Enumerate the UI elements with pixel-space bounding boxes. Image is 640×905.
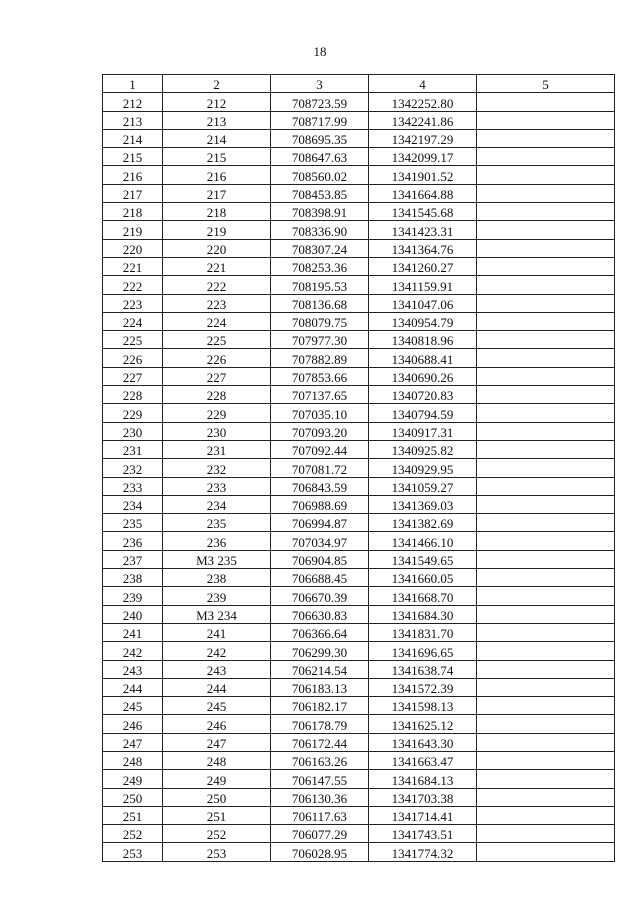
table-row: [103, 514, 615, 532]
table-cell: 213: [103, 111, 163, 129]
table-cell: [477, 605, 615, 623]
table-cell: 1340929.95: [369, 459, 477, 477]
table-cell: 1341643.30: [369, 733, 477, 751]
table-cell: 706904.85: [271, 550, 369, 568]
table-cell: 1340818.96: [369, 331, 477, 349]
table-cell: 708695.35: [271, 129, 369, 147]
table-cell: [477, 660, 615, 678]
table-cell: 219: [163, 221, 271, 239]
table-cell: 227: [163, 367, 271, 385]
table-cell: 1342197.29: [369, 129, 477, 147]
table-cell: 244: [103, 678, 163, 696]
table-row: [103, 111, 615, 129]
table-cell: [477, 532, 615, 550]
table-cell: 706214.54: [271, 660, 369, 678]
table-cell: 217: [103, 184, 163, 202]
table-cell: 1341696.65: [369, 642, 477, 660]
table-row: [103, 129, 615, 147]
table-cell: 243: [103, 660, 163, 678]
table-cell: 229: [103, 404, 163, 422]
table-cell: 706028.95: [271, 843, 369, 861]
table-cell: 706630.83: [271, 605, 369, 623]
table-cell: 708195.53: [271, 276, 369, 294]
table-cell: 1340794.59: [369, 404, 477, 422]
table-row: [103, 203, 615, 221]
table-cell: 234: [103, 495, 163, 513]
table-cell: [477, 349, 615, 367]
table-row: [103, 825, 615, 843]
table-cell: 212: [163, 93, 271, 111]
table-cell: [477, 697, 615, 715]
table-cell: [477, 331, 615, 349]
table-row: [103, 276, 615, 294]
table-cell: [477, 825, 615, 843]
table-cell: 1341714.41: [369, 806, 477, 824]
table-row: [103, 806, 615, 824]
table-cell: 239: [103, 587, 163, 605]
table-cell: 707882.89: [271, 349, 369, 367]
table-cell: [477, 440, 615, 458]
table-cell: 253: [103, 843, 163, 861]
table-cell: 226: [103, 349, 163, 367]
table-cell: 708647.63: [271, 148, 369, 166]
table-row: [103, 184, 615, 202]
table-cell: 1341159.91: [369, 276, 477, 294]
table-cell: 707092.44: [271, 440, 369, 458]
table-cell: 230: [163, 422, 271, 440]
table-cell: 1341831.70: [369, 623, 477, 641]
table-body: [103, 75, 615, 862]
table-cell: 1340720.83: [369, 386, 477, 404]
table-row: [103, 459, 615, 477]
table-cell: [477, 843, 615, 861]
table-cell: 706988.69: [271, 495, 369, 513]
table-cell: 706077.29: [271, 825, 369, 843]
table-cell: 708453.85: [271, 184, 369, 202]
table-cell: 1341668.70: [369, 587, 477, 605]
table-cell: 706670.39: [271, 587, 369, 605]
table-cell: 1341549.65: [369, 550, 477, 568]
table-row: [103, 715, 615, 733]
table-cell: 1341423.31: [369, 221, 477, 239]
table-cell: [477, 678, 615, 696]
table-cell: [477, 93, 615, 111]
table-cell: 1340954.79: [369, 312, 477, 330]
table-cell: МЗ 235: [163, 550, 271, 568]
table-cell: 250: [103, 788, 163, 806]
table-cell: 223: [163, 294, 271, 312]
table-cell: [477, 203, 615, 221]
table-cell: 216: [103, 166, 163, 184]
table-cell: 214: [163, 129, 271, 147]
table-cell: 239: [163, 587, 271, 605]
table-cell: 707093.20: [271, 422, 369, 440]
table-cell: 1341598.13: [369, 697, 477, 715]
table-cell: 707081.72: [271, 459, 369, 477]
table-cell: 237: [103, 550, 163, 568]
table-cell: 706178.79: [271, 715, 369, 733]
table-cell: 253: [163, 843, 271, 861]
table-cell: 245: [163, 697, 271, 715]
table-cell: [477, 587, 615, 605]
table-cell: 706182.17: [271, 697, 369, 715]
table-cell: 1342099.17: [369, 148, 477, 166]
table-cell: [477, 733, 615, 751]
table-cell: 707853.66: [271, 367, 369, 385]
table-cell: 248: [163, 751, 271, 769]
table-cell: 707137.65: [271, 386, 369, 404]
table-cell: [477, 770, 615, 788]
table-cell: 706172.44: [271, 733, 369, 751]
table-cell: 1342241.86: [369, 111, 477, 129]
table-cell: 706117.63: [271, 806, 369, 824]
table-row: [103, 550, 615, 568]
table-cell: 235: [103, 514, 163, 532]
table-cell: 706163.26: [271, 751, 369, 769]
table-cell: 224: [163, 312, 271, 330]
table-cell: 216: [163, 166, 271, 184]
table-cell: 246: [163, 715, 271, 733]
table-row: [103, 642, 615, 660]
table-cell: 242: [103, 642, 163, 660]
table-cell: 236: [163, 532, 271, 550]
table-cell: 1341703.38: [369, 788, 477, 806]
table-cell: [477, 129, 615, 147]
table-cell: 707035.10: [271, 404, 369, 422]
table-cell: 1341625.12: [369, 715, 477, 733]
table-cell: 706688.45: [271, 569, 369, 587]
coordinates-table: [102, 74, 615, 862]
table-cell: 233: [163, 477, 271, 495]
table-cell: [477, 477, 615, 495]
table-cell: [477, 623, 615, 641]
table-row: [103, 349, 615, 367]
table-cell: 238: [103, 569, 163, 587]
table-cell: 706147.55: [271, 770, 369, 788]
table-cell: 249: [163, 770, 271, 788]
table-row: [103, 221, 615, 239]
table-cell: 706366.64: [271, 623, 369, 641]
table-cell: 1340688.41: [369, 349, 477, 367]
table-cell: [477, 312, 615, 330]
table-cell: 706843.59: [271, 477, 369, 495]
table-row: [103, 166, 615, 184]
table-cell: 706299.30: [271, 642, 369, 660]
table-row: [103, 532, 615, 550]
table-row: [103, 422, 615, 440]
table-cell: 233: [103, 477, 163, 495]
table-cell: [477, 257, 615, 275]
table-cell: 1341059.27: [369, 477, 477, 495]
table-cell: 241: [163, 623, 271, 641]
table-row: [103, 294, 615, 312]
table-row: [103, 148, 615, 166]
table-row: [103, 623, 615, 641]
table-cell: 213: [163, 111, 271, 129]
table-cell: [477, 184, 615, 202]
table-cell: [477, 459, 615, 477]
table-cell: [477, 550, 615, 568]
table-cell: 1340690.26: [369, 367, 477, 385]
header-cell: 1: [103, 75, 163, 93]
table-cell: 1342252.80: [369, 93, 477, 111]
table-cell: [477, 221, 615, 239]
table-cell: 231: [163, 440, 271, 458]
table-cell: 1341572.39: [369, 678, 477, 696]
table-row: [103, 477, 615, 495]
table-cell: [477, 569, 615, 587]
table-cell: 1341466.10: [369, 532, 477, 550]
table-cell: 235: [163, 514, 271, 532]
table-cell: [477, 715, 615, 733]
table-cell: 218: [103, 203, 163, 221]
table-cell: 248: [103, 751, 163, 769]
table-cell: 708560.02: [271, 166, 369, 184]
table-cell: 232: [163, 459, 271, 477]
table-row: [103, 770, 615, 788]
table-row: [103, 331, 615, 349]
table-cell: 1341774.32: [369, 843, 477, 861]
table-cell: 228: [163, 386, 271, 404]
table-cell: 219: [103, 221, 163, 239]
table-cell: 708717.99: [271, 111, 369, 129]
table-cell: 215: [163, 148, 271, 166]
table-cell: [477, 422, 615, 440]
table-cell: 1341047.06: [369, 294, 477, 312]
table-cell: 708336.90: [271, 221, 369, 239]
table-cell: 252: [103, 825, 163, 843]
table-cell: 225: [103, 331, 163, 349]
table-row: [103, 367, 615, 385]
table-cell: 240: [103, 605, 163, 623]
table-cell: 708723.59: [271, 93, 369, 111]
table-row: [103, 404, 615, 422]
table-cell: 236: [103, 532, 163, 550]
table-cell: 244: [163, 678, 271, 696]
table-row: [103, 440, 615, 458]
table-cell: 220: [103, 239, 163, 257]
table-row: [103, 660, 615, 678]
table-cell: [477, 276, 615, 294]
header-cell: 2: [163, 75, 271, 93]
table-row: [103, 605, 615, 623]
header-cell: 5: [477, 75, 615, 93]
table-cell: 242: [163, 642, 271, 660]
table-cell: 234: [163, 495, 271, 513]
table-row: [103, 312, 615, 330]
table-cell: 232: [103, 459, 163, 477]
table-cell: 227: [103, 367, 163, 385]
table-row: [103, 733, 615, 751]
table-cell: МЗ 234: [163, 605, 271, 623]
table-cell: 230: [103, 422, 163, 440]
header-cell: 4: [369, 75, 477, 93]
table-cell: 1341369.03: [369, 495, 477, 513]
table-cell: 1341684.13: [369, 770, 477, 788]
table-row: [103, 697, 615, 715]
table-cell: 222: [163, 276, 271, 294]
table-cell: 241: [103, 623, 163, 641]
table-cell: 223: [103, 294, 163, 312]
table-cell: 246: [103, 715, 163, 733]
header-cell: 3: [271, 75, 369, 93]
table-cell: 247: [163, 733, 271, 751]
table-cell: 1341638.74: [369, 660, 477, 678]
table-cell: 214: [103, 129, 163, 147]
table-cell: 222: [103, 276, 163, 294]
table-cell: 215: [103, 148, 163, 166]
table-row: [103, 678, 615, 696]
table-cell: [477, 788, 615, 806]
table-cell: 250: [163, 788, 271, 806]
table-cell: 243: [163, 660, 271, 678]
table-cell: 1340917.31: [369, 422, 477, 440]
table-cell: 1341364.76: [369, 239, 477, 257]
table-cell: 247: [103, 733, 163, 751]
table-row: [103, 93, 615, 111]
table-cell: 220: [163, 239, 271, 257]
table-cell: [477, 294, 615, 312]
table-row: [103, 239, 615, 257]
table-cell: 1341545.68: [369, 203, 477, 221]
table-cell: 218: [163, 203, 271, 221]
table-cell: 706994.87: [271, 514, 369, 532]
table-row: [103, 569, 615, 587]
table-cell: 1341382.69: [369, 514, 477, 532]
table-cell: 706183.13: [271, 678, 369, 696]
table-cell: [477, 514, 615, 532]
page-number: 18: [313, 44, 327, 59]
table-header-row: [103, 75, 615, 93]
table-cell: 1341663.47: [369, 751, 477, 769]
table-cell: 228: [103, 386, 163, 404]
table-cell: 238: [163, 569, 271, 587]
table-cell: 1341684.30: [369, 605, 477, 623]
table-cell: 229: [163, 404, 271, 422]
table-cell: [477, 642, 615, 660]
table-cell: 708079.75: [271, 312, 369, 330]
table-cell: 245: [103, 697, 163, 715]
table-cell: 231: [103, 440, 163, 458]
table-cell: 708253.36: [271, 257, 369, 275]
table-cell: [477, 386, 615, 404]
table-row: [103, 587, 615, 605]
table-cell: 212: [103, 93, 163, 111]
table-cell: [477, 239, 615, 257]
table-cell: 217: [163, 184, 271, 202]
table-cell: 226: [163, 349, 271, 367]
table-cell: 1341660.05: [369, 569, 477, 587]
table-row: [103, 788, 615, 806]
table-cell: 1341901.52: [369, 166, 477, 184]
table-row: [103, 386, 615, 404]
table-cell: 221: [163, 257, 271, 275]
table-cell: [477, 751, 615, 769]
table-cell: [477, 111, 615, 129]
table-cell: 707034.97: [271, 532, 369, 550]
table-cell: [477, 495, 615, 513]
table-cell: 221: [103, 257, 163, 275]
table-cell: 706130.36: [271, 788, 369, 806]
table-cell: 1341260.27: [369, 257, 477, 275]
table-cell: 252: [163, 825, 271, 843]
table-cell: [477, 367, 615, 385]
table-cell: 251: [163, 806, 271, 824]
table-cell: 708136.68: [271, 294, 369, 312]
table-cell: 249: [103, 770, 163, 788]
table-cell: 708398.91: [271, 203, 369, 221]
table-row: [103, 751, 615, 769]
table-cell: 1340925.82: [369, 440, 477, 458]
table-cell: 1341743.51: [369, 825, 477, 843]
table-row: [103, 843, 615, 861]
table-row: [103, 257, 615, 275]
table-cell: [477, 806, 615, 824]
table-cell: 708307.24: [271, 239, 369, 257]
table-cell: [477, 148, 615, 166]
table-cell: [477, 166, 615, 184]
table-cell: 251: [103, 806, 163, 824]
table-cell: [477, 404, 615, 422]
table-cell: 225: [163, 331, 271, 349]
table-cell: 1341664.88: [369, 184, 477, 202]
table-cell: 224: [103, 312, 163, 330]
table-cell: 707977.30: [271, 331, 369, 349]
table-row: [103, 495, 615, 513]
